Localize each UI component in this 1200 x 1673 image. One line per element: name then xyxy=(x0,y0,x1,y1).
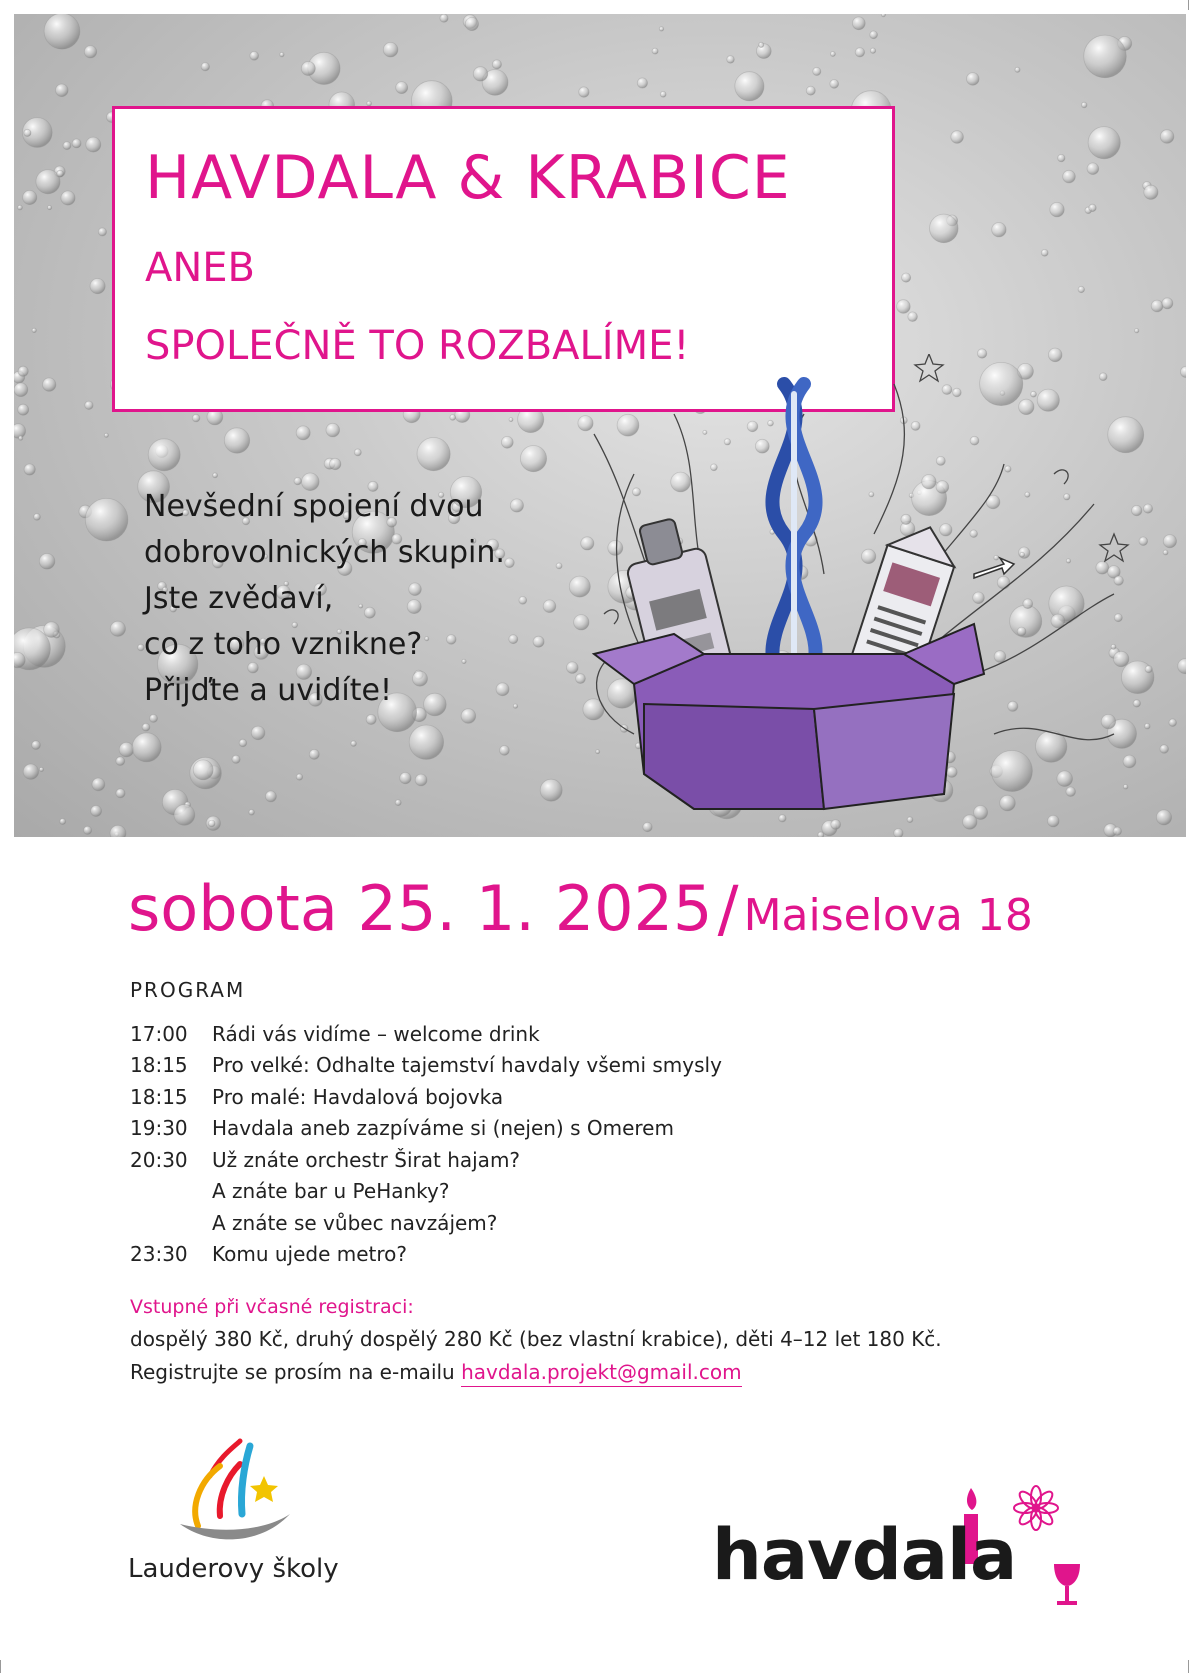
water-drop xyxy=(473,67,487,81)
water-drop xyxy=(579,87,589,97)
water-drop xyxy=(265,791,276,802)
water-drop xyxy=(301,62,315,76)
water-drop xyxy=(142,723,150,731)
water-drop xyxy=(14,383,28,397)
water-drop xyxy=(1162,298,1173,309)
water-drop xyxy=(540,779,562,801)
water-drop xyxy=(104,433,108,437)
water-drop xyxy=(150,714,158,722)
water-drop xyxy=(72,139,81,148)
intro-line: dobrovolnických skupin. xyxy=(144,535,505,570)
program-time: 18:15 xyxy=(130,1084,188,1109)
intro-line: Přijďte a uvidíte! xyxy=(144,673,393,708)
water-drop xyxy=(43,378,56,391)
water-drop xyxy=(818,832,824,837)
water-drop xyxy=(383,42,398,57)
water-drop xyxy=(951,131,964,144)
water-drop xyxy=(110,621,125,636)
program-time: 23:30 xyxy=(130,1242,188,1267)
water-drop xyxy=(61,191,75,205)
program-text: Už znáte orchestr Širat hajam? xyxy=(212,1147,521,1172)
water-drop xyxy=(24,464,35,475)
program-item xyxy=(130,1239,1030,1271)
water-drop xyxy=(1015,67,1020,72)
program-item xyxy=(130,1207,1030,1239)
intro-line: Jste zvědaví, xyxy=(144,581,334,616)
water-drop xyxy=(148,439,180,471)
water-drop xyxy=(132,733,161,762)
water-drop xyxy=(18,366,28,376)
lauder-schools-name: Lauderovy školy xyxy=(128,1554,339,1584)
water-drop xyxy=(870,48,875,53)
water-drop xyxy=(60,819,66,825)
water-drop xyxy=(239,739,247,747)
water-drop xyxy=(119,742,134,757)
water-drop xyxy=(1050,202,1064,216)
program-text: Havdala aneb zazpíváme si (nejen) s Omerem xyxy=(212,1116,674,1141)
water-drop xyxy=(193,760,213,780)
water-drop xyxy=(1063,170,1076,183)
event-subtitle: SPOLEČNĚ TO ROZBALÍME! xyxy=(145,323,690,369)
water-drop xyxy=(1178,659,1186,674)
water-drop xyxy=(309,749,319,759)
program-text: Rádi vás vidíme – welcome drink xyxy=(212,1021,540,1046)
program-heading: PROGRAM xyxy=(130,978,246,1002)
water-drop xyxy=(908,312,918,322)
water-drop xyxy=(32,741,41,750)
event-place: Maiselova 18 xyxy=(743,890,1033,941)
water-drop xyxy=(34,514,41,521)
water-drop xyxy=(251,726,265,740)
water-drop xyxy=(208,820,215,827)
water-drop xyxy=(351,741,357,747)
water-drop xyxy=(830,80,839,89)
water-drop xyxy=(930,214,959,243)
water-drop xyxy=(1084,35,1127,78)
water-drop xyxy=(465,17,478,30)
water-drop xyxy=(84,826,92,834)
water-drop xyxy=(1156,810,1171,825)
program-item xyxy=(130,1176,1030,1208)
water-drop xyxy=(85,401,93,409)
water-drop xyxy=(296,426,310,440)
water-drop xyxy=(500,746,510,756)
water-drop xyxy=(806,86,815,95)
water-drop xyxy=(1144,185,1158,199)
program-item xyxy=(130,1081,1030,1113)
water-drop xyxy=(400,772,411,783)
water-drop xyxy=(1078,286,1084,292)
program-time: 20:30 xyxy=(130,1147,188,1172)
fee-details: dospělý 380 Kč, druhý dospělý 280 Kč (bez vlastní krabice), děti 4–12 let 180 Kč. xyxy=(130,1327,942,1351)
date-separator: / xyxy=(717,872,739,945)
water-drop xyxy=(213,473,218,478)
program-item xyxy=(130,1113,1030,1145)
water-drop xyxy=(967,73,980,86)
water-drop xyxy=(1133,700,1140,707)
water-drop xyxy=(23,764,38,779)
crop-mark xyxy=(0,1660,1,1673)
water-drop xyxy=(14,652,25,667)
water-drop xyxy=(24,129,31,136)
water-drop xyxy=(1113,827,1121,835)
water-drop xyxy=(39,767,43,771)
program-text: Pro velké: Odhalte tajemství havdaly všemi smysly xyxy=(212,1053,722,1078)
water-drop xyxy=(830,52,835,57)
water-drop xyxy=(98,228,106,236)
water-drop xyxy=(727,56,735,64)
program-text: Pro malé: Havdalová bojovka xyxy=(212,1084,504,1109)
intro-text xyxy=(144,484,614,714)
event-date-place xyxy=(128,872,1033,945)
intro-line: co z toho vznikne? xyxy=(144,627,423,662)
water-drop xyxy=(19,436,23,440)
water-drop xyxy=(1163,535,1176,548)
water-drop xyxy=(201,63,209,71)
water-drop xyxy=(18,205,23,210)
program-text: A znáte bar u PeHanky? xyxy=(212,1179,450,1204)
water-drop xyxy=(23,190,37,204)
water-drop xyxy=(56,84,69,97)
water-drop xyxy=(902,273,911,282)
program-list xyxy=(130,1018,1030,1270)
water-drop xyxy=(637,78,647,88)
water-drop xyxy=(85,498,128,541)
havdala-wordmark: havdala xyxy=(712,1514,1017,1596)
water-drop xyxy=(652,48,658,54)
water-drop xyxy=(659,27,663,31)
intro-line: Nevšední spojení dvou xyxy=(144,489,484,524)
water-drop xyxy=(1145,723,1151,729)
water-drop xyxy=(1160,745,1169,754)
water-drop xyxy=(415,774,427,786)
water-drop xyxy=(296,774,302,780)
water-drop xyxy=(1143,504,1152,513)
water-drop xyxy=(735,72,764,101)
water-drop xyxy=(1087,163,1099,175)
water-drop xyxy=(90,279,105,294)
water-drop xyxy=(1180,366,1186,377)
water-drop xyxy=(280,52,284,56)
water-drop xyxy=(1160,130,1174,144)
water-drop xyxy=(18,404,29,415)
water-drop xyxy=(450,415,456,421)
water-drop xyxy=(63,142,71,150)
water-drop xyxy=(92,778,105,791)
water-drop xyxy=(1163,550,1168,555)
water-drop xyxy=(1041,249,1048,256)
water-drop xyxy=(1058,154,1065,161)
water-drop xyxy=(330,458,341,469)
program-text: A znáte se vůbec navzájem? xyxy=(212,1210,498,1235)
water-drop xyxy=(1151,300,1163,312)
water-drop xyxy=(1135,329,1139,333)
water-drop xyxy=(224,428,249,453)
water-drop xyxy=(110,825,126,837)
email-link[interactable]: havdala.projekt@gmail.com xyxy=(461,1360,742,1387)
registration-line xyxy=(130,1360,742,1384)
water-drop xyxy=(501,436,513,448)
water-drop xyxy=(870,31,878,39)
water-drop xyxy=(84,46,96,58)
water-drop xyxy=(897,300,911,314)
water-drop xyxy=(881,14,885,17)
water-drop xyxy=(395,800,401,806)
program-item xyxy=(130,1050,1030,1082)
water-drop xyxy=(492,60,501,69)
water-drop xyxy=(409,725,443,759)
water-drop xyxy=(174,805,195,826)
water-drop xyxy=(509,418,513,422)
program-item xyxy=(130,1018,1030,1050)
program-time: 19:30 xyxy=(130,1116,188,1141)
crop-mark xyxy=(1188,0,1189,10)
water-drop xyxy=(1145,666,1152,673)
water-drop xyxy=(86,137,101,152)
water-drop xyxy=(116,789,125,798)
water-drop xyxy=(232,755,240,763)
lauder-schools-logo xyxy=(180,1436,310,1546)
water-drop xyxy=(39,554,55,570)
water-drop xyxy=(1089,204,1096,211)
water-drop xyxy=(417,438,450,471)
program-time: 17:00 xyxy=(130,1021,188,1046)
program-item xyxy=(130,1144,1030,1176)
water-drop xyxy=(44,622,60,638)
water-drop xyxy=(440,14,448,22)
water-drop xyxy=(1169,719,1177,727)
fee-heading: Vstupné při včasné registraci: xyxy=(130,1296,414,1318)
water-drop xyxy=(48,206,52,210)
water-drop xyxy=(813,67,821,75)
program-time: 18:15 xyxy=(130,1053,188,1078)
water-drop xyxy=(192,414,200,422)
water-drop xyxy=(855,48,864,57)
water-drop xyxy=(249,810,255,816)
water-drop xyxy=(1088,127,1120,159)
hero-banner xyxy=(14,14,1186,837)
water-drop xyxy=(992,223,1006,237)
event-date: sobota 25. 1. 2025 xyxy=(128,872,713,945)
gift-box-illustration xyxy=(574,354,1134,824)
water-drop xyxy=(1139,537,1148,546)
water-drop xyxy=(354,449,361,456)
water-drop xyxy=(660,91,666,97)
water-drop xyxy=(894,829,903,838)
water-drop xyxy=(759,42,764,47)
water-drop xyxy=(396,82,408,94)
water-drop xyxy=(852,17,865,30)
program-text: Komu ujede metro? xyxy=(212,1242,408,1267)
event-subtitle-aneb: ANEB xyxy=(145,245,255,291)
water-drop xyxy=(91,806,102,817)
water-drop xyxy=(326,423,340,437)
water-drop xyxy=(44,14,80,49)
water-drop xyxy=(1081,102,1087,108)
water-drop xyxy=(250,51,259,60)
water-drop xyxy=(32,328,36,332)
water-drop xyxy=(366,715,376,725)
event-title: HAVDALA & KRABICE xyxy=(145,143,791,213)
water-drop xyxy=(57,170,64,177)
crop-mark xyxy=(1188,1660,1189,1673)
registration-text: Registrujte se prosím na e-mailu xyxy=(130,1360,462,1384)
water-drop xyxy=(116,757,125,766)
water-drop xyxy=(520,446,546,472)
